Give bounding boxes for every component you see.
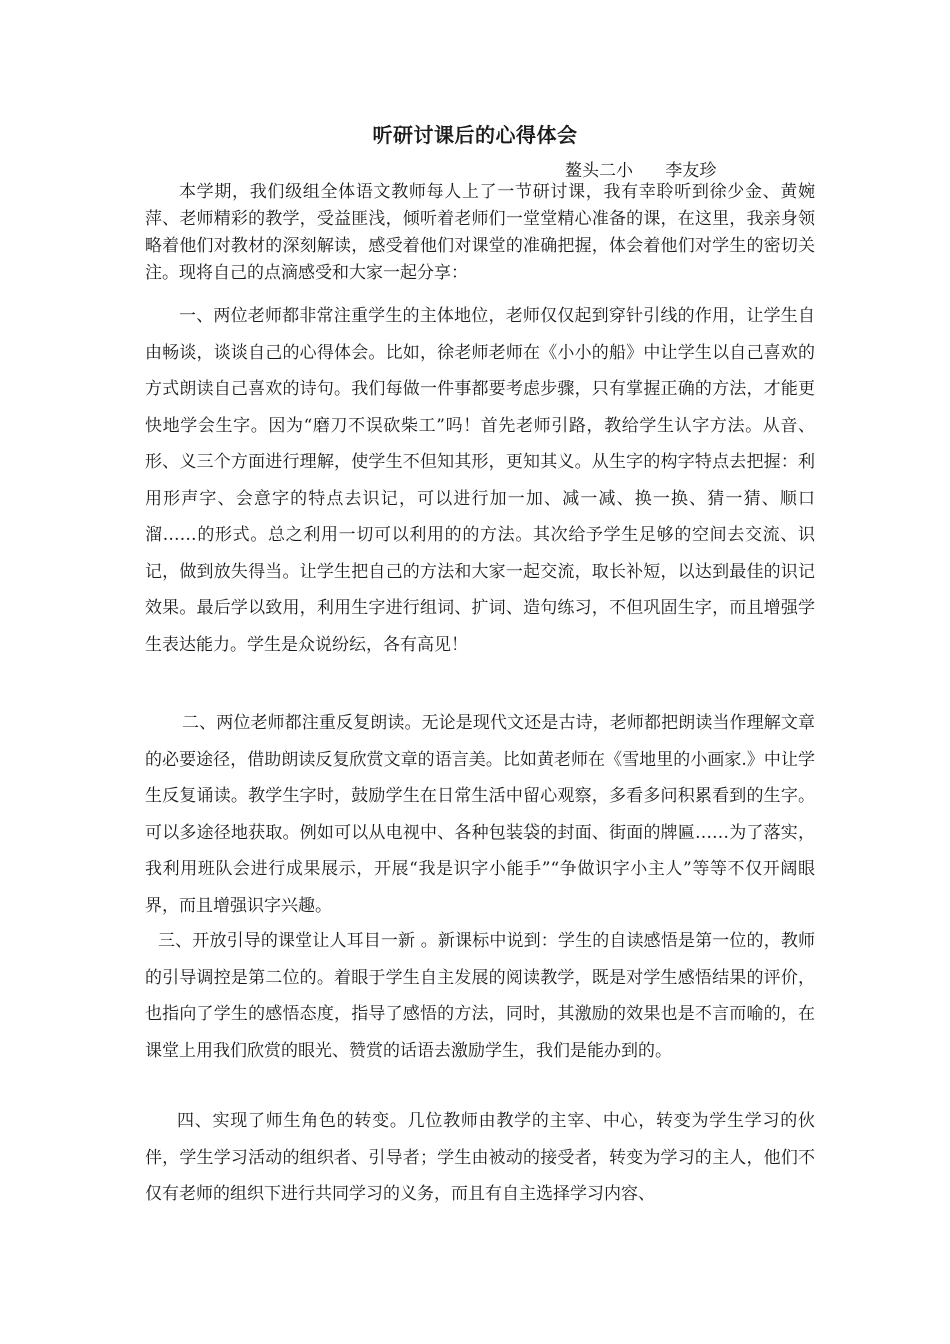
paragraph-point-four: 四、实现了师生角色的转变。几位教师由教学的主宰、中心，转变为学生学习的伙伴，学生学习活动的组织者、引导者；学生由被动的接受者，转变为学习的主人，他们不仅有老师的组织下进行共同学习的义务，而且有自主选择学习内容、 <box>145 1111 815 1204</box>
paragraph-point-two: 二、两位老师都注重反复朗读。无论是现代文还是古诗，老师都把朗读当作理解文章的必要途径，借助朗读反复欣赏文章的语言美。比如黄老师在《雪地里的小画家.》中让学生反复诵读。教学生字时，鼓励学生在日常生活中留心观察，多看多问积累看到的生字。可以多途径地获取。例如可以从电视中、各种包装袋的封面、街面的牌匾……为了落实，我利用班队会进行成果展示，开展“我是识字小能手”“争做识字小主人”等等不仅开阔眼界，而且增强识字兴趣。 <box>145 713 815 916</box>
paragraph-point-three: 三、开放引导的课堂让人耳目一新 。新课标中说到：学生的自读感悟是第一位的，教师的引导调控是第二位的。着眼于学生自主发展的阅读教学，既是对学生感悟结果的评价，也指向了学生的感悟态度，指导了感悟的方法，同时，其激励的效果也是不言而喻的，在课堂上用我们欣赏的眼光、赞赏的话语去激励学生，我们是能办到的。 <box>145 931 815 1061</box>
document-title: 听研讨课后的心得体会 <box>372 123 578 147</box>
paragraph-point-one: 一、两位老师都非常注重学生的主体地位，老师仅仅起到穿针引线的作用，让学生自由畅谈，谈谈自己的心得体会。比如，徐老师老师在《小小的船》中让学生以自己喜欢的方式朗读自己喜欢的诗句。我们每做一件事都要考虑步骤，只有掌握正确的方法，才能更快地学会生字。因为“磨刀不误砍柴工”吗！首先老师引路，教给学生认字方法。从音、形、义三个方面进行理解，使学生不但知其形，更知其义。从生字的构字特点去把握：利用形声字、会意字的特点去识记，可以进行加一加、减一减、换一换、猜一猜、顺口溜……的形式。总之利用一切可以利用的的方法。其次给予学生足够的空间去交流、识记，做到放失得当。让学生把自己的方法和大家一起交流，取长补短，以达到最佳的识记效果。最后学以致用，利用生字进行组词、扩词、造句练习，不但巩固生字，而且增强学生表达能力。学生是众说纷纭，各有高见！ <box>145 306 815 655</box>
paragraph-intro: 本学期，我们级组全体语文教师每人上了一节研讨课，我有幸聆听到徐少金、黄婉萍、老师精彩的教学，受益匪浅，倾听着老师们一堂堂精心准备的课，在这里，我亲身领略着他们对教材的深刻解读，感受着他们对课堂的准确把握，体会着他们对学生的密切关注。现将自己的点滴感受和大家一起分享： <box>145 182 815 283</box>
author-byline: 鳌头二小 李友珍 <box>565 161 717 181</box>
